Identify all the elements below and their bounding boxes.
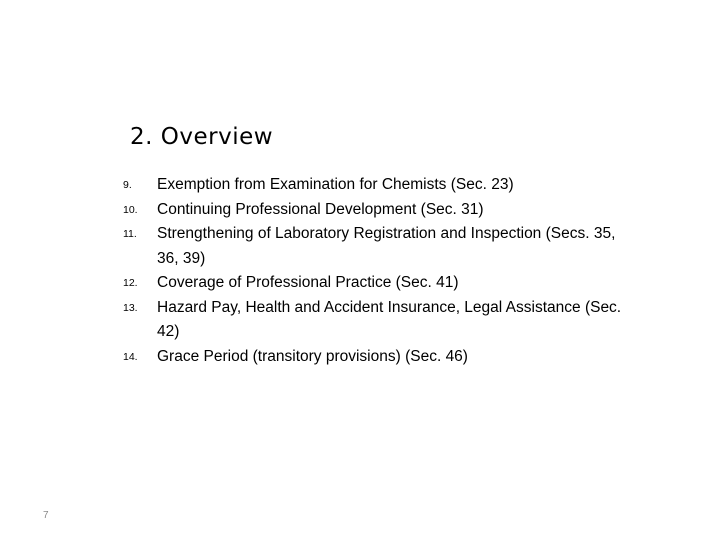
list-item-text: Grace Period (transitory provisions) (Sec. 46) — [157, 347, 468, 365]
list-item — [123, 296, 623, 345]
overview-list — [123, 173, 623, 369]
list-item-text: Exemption from Examination for Chemists (Sec. 23) — [157, 176, 514, 193]
list-item-number: 13. — [123, 301, 138, 314]
list-item-number: 10. — [123, 203, 138, 216]
slide-title: 2. Overview — [130, 124, 274, 150]
list-item-text: Coverage of Professional Practice (Sec. 41) — [157, 274, 459, 291]
list-item — [123, 222, 623, 271]
list-item-text: Hazard Pay, Health and Accident Insurance, Legal Assistance (Sec. 42) — [157, 298, 622, 340]
list-item — [123, 198, 623, 223]
list-item-number: 14. — [123, 350, 138, 363]
list-item-number: 12. — [123, 277, 138, 289]
list-item — [123, 345, 623, 370]
list-item-text: Continuing Professional Development (Sec. 31) — [157, 200, 484, 218]
list-item-number: 9. — [123, 179, 132, 191]
page-number: 7 — [43, 510, 49, 521]
list-item — [123, 271, 623, 296]
list-item-number: 11. — [123, 228, 137, 240]
list-item — [123, 173, 623, 198]
list-item-text: Strengthening of Laboratory Registration and Inspection (Secs. 35, 36, 39) — [157, 225, 616, 267]
